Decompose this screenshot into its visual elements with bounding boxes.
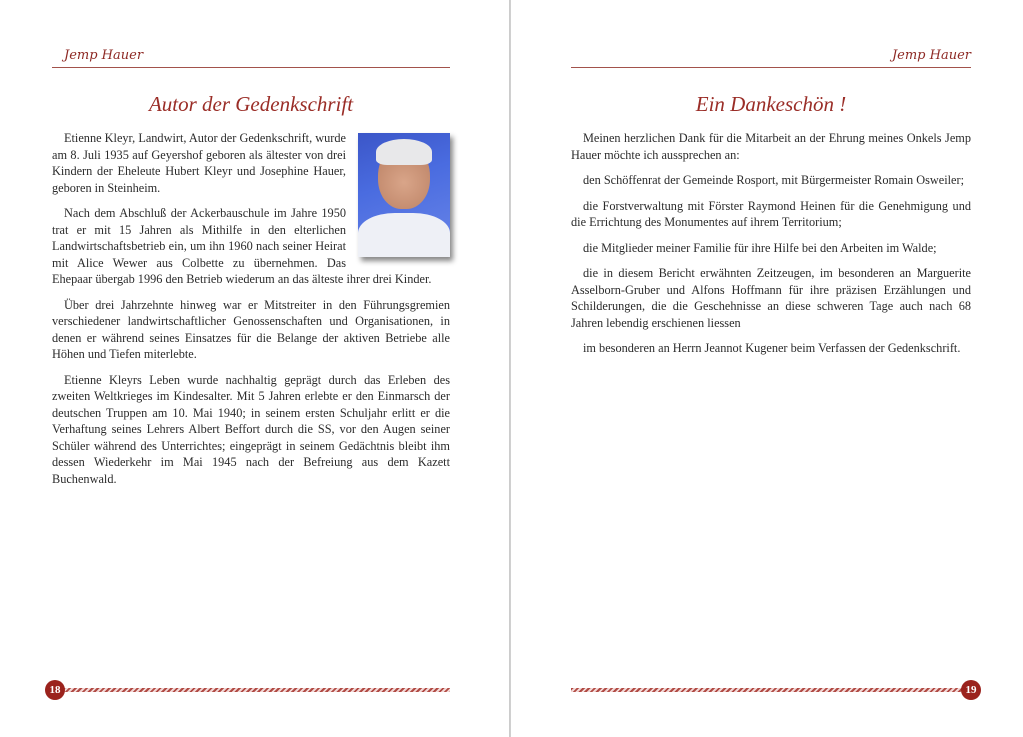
paragraph: Etienne Kleyrs Leben wurde nachhaltig geprägt durch das Erleben des zweiten Weltkrieges im Kindesalter. Mit 5 Jahren erlebte er den Einmarsch der deutschen Truppen am 10. Mai 1940; in seinem ersten Schuljahr erlitt er die Verhaftung seines Lehrers Albert Beffort durch die SS, vor den Augen seiner Schüler während des Unterrichtes; eingeprägt in seinem Gedächtnis bleibt ihm dessen Wiederkehr im Mai 1945 nach der Befreiung aus dem Kazett Buchenwald. xyxy=(52,372,450,486)
page-footer xyxy=(571,680,981,700)
header-rule xyxy=(571,67,971,68)
page-title: Autor der Gedenkschrift xyxy=(148,92,354,116)
right-page xyxy=(511,0,1023,737)
paragraph: Über drei Jahrzehnte hinweg war er Mitstreiter in den Führungsgremien verschiedener landwirtschaftlicher Genossenschaften und Organisationen, in denen er während seines Einsatzes für die Belange der aktiven Betriebe alle Höhen und Tiefen miterlebte. xyxy=(52,297,450,361)
left-page xyxy=(0,0,510,737)
ornament-cord xyxy=(571,688,963,692)
body-text xyxy=(52,130,450,496)
paragraph: im besonderen an Herrn Jeannot Kugener beim Verfassen der Gedenkschrift. xyxy=(583,341,961,355)
paragraph: den Schöffenrat der Gemeinde Rosport, mit Bürgermeister Romain Osweiler; xyxy=(583,173,964,187)
paragraph: Meinen herzlichen Dank für die Mitarbeit an der Ehrung meines Onkels Jemp Hauer möchte ich aussprechen an: xyxy=(571,131,971,162)
paragraph: die Mitglieder meiner Familie für ihre Hilfe bei den Arbeiten im Walde; xyxy=(583,240,937,255)
page-number: 18 xyxy=(45,680,65,700)
ornament-cord xyxy=(63,688,450,692)
running-head: Jemp Hauer xyxy=(891,48,971,63)
body-text xyxy=(571,130,971,366)
page-footer xyxy=(45,680,455,700)
author-photo xyxy=(358,133,450,257)
running-head: Jemp Hauer xyxy=(64,48,144,63)
paragraph: Etienne Kleyr, Landwirt, Autor der Gedenkschrift, wurde am 8. Juli 1935 auf Geyershof geboren als ältester von drei Kindern der Eheleute Hubert Kleyr und Josephine Hauer, geboren in Steinheim. xyxy=(52,131,346,195)
page-number: 19 xyxy=(961,680,981,700)
page-title: Ein Dankeschön ! xyxy=(695,92,847,116)
header-rule xyxy=(52,67,450,68)
paragraph: die in diesem Bericht erwähnten Zeitzeugen, im besonderen an Marguerite Asselborn-Gruber und Alfons Hoffmann für ihre präzisen Erzählungen und Schilderungen, die die Geschehnisse an diese schweren Tage auch nach 68 Jahren lebendig erschienen liessen xyxy=(571,266,971,330)
paragraph: die Forstverwaltung mit Förster Raymond Heinen für die Genehmigung und die Errichtung des Monumentes auf ihrem Territorium; xyxy=(571,198,971,229)
paragraph: Nach dem Abschluß der Ackerbauschule im Jahre 1950 trat er mit 15 Jahren als Mithilfe in den elterlichen Landwirtschaftsbetrieb ein, um ihn 1960 nach seiner Heirat mit Alice Wewer aus Colbette zu übernehmen. Das Ehepaar übergab 1996 den Betrieb wiederum an das älteste ihrer drei Kinder. xyxy=(52,206,432,286)
